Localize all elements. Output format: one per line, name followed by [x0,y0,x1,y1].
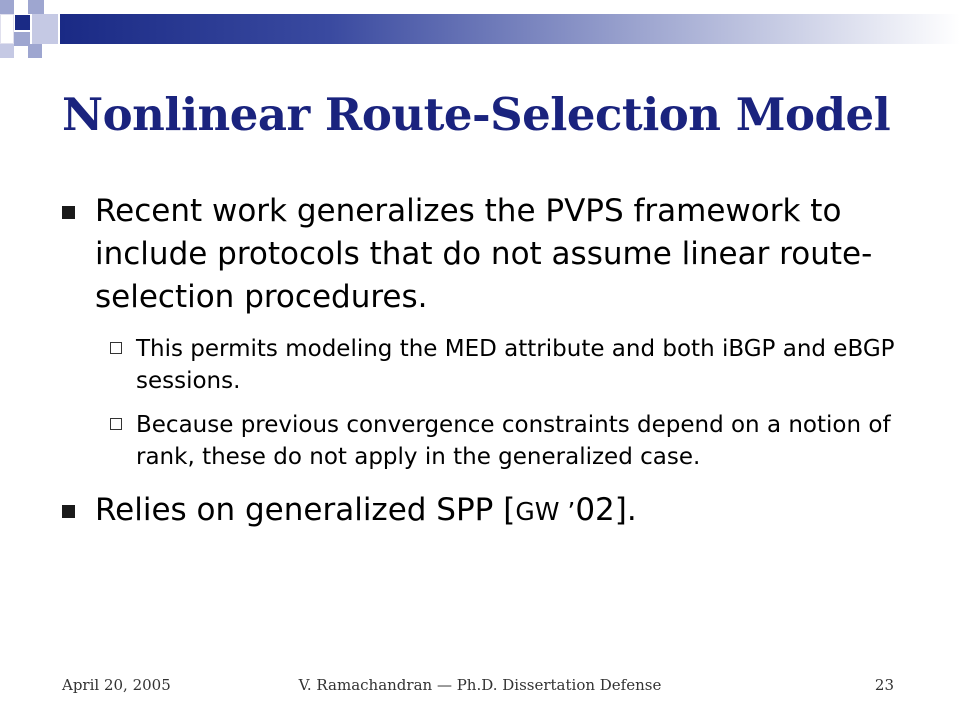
page-number: 23 [874,676,894,694]
sub-bullet-item [110,333,922,397]
decorative-square [0,0,14,14]
hollow-square-bullet-icon [110,418,122,430]
sub-bullet-item [110,409,922,473]
sub-bullet-text: This permits modeling the MED attribute and both iBGP and eBGP sessions. [136,336,895,394]
footer-title: V. Ramachandran — Ph.D. Dissertation Defense [298,676,662,694]
slide-title: Nonlinear Route-Selection Model [62,88,891,141]
bullet-item [62,489,922,533]
decorative-square [0,14,14,44]
bullet-text-after: 02]. [575,492,637,528]
decorative-square [28,0,44,14]
decorative-square [32,14,58,44]
decorative-square [14,0,28,14]
decorative-square [15,15,30,30]
decorative-square [0,44,14,58]
square-bullet-icon [62,206,75,219]
decorative-square [28,44,42,58]
header-gradient-bar [60,14,960,44]
bullet-list [62,190,922,533]
square-bullet-icon [62,505,75,518]
hollow-square-bullet-icon [110,342,122,354]
bullet-text-before: Relies on generalized SPP [ [95,492,516,528]
bullet-text: Recent work generalizes the PVPS framework to include protocols that do not assume linear route-selection procedures. [95,193,873,315]
citation: GW ’ [515,497,576,526]
bullet-item [62,190,922,319]
sub-bullet-text: Because previous convergence constraints depend on a notion of rank, these do not apply in the generalized case. [136,412,891,470]
footer-date: April 20, 2005 [62,676,171,694]
